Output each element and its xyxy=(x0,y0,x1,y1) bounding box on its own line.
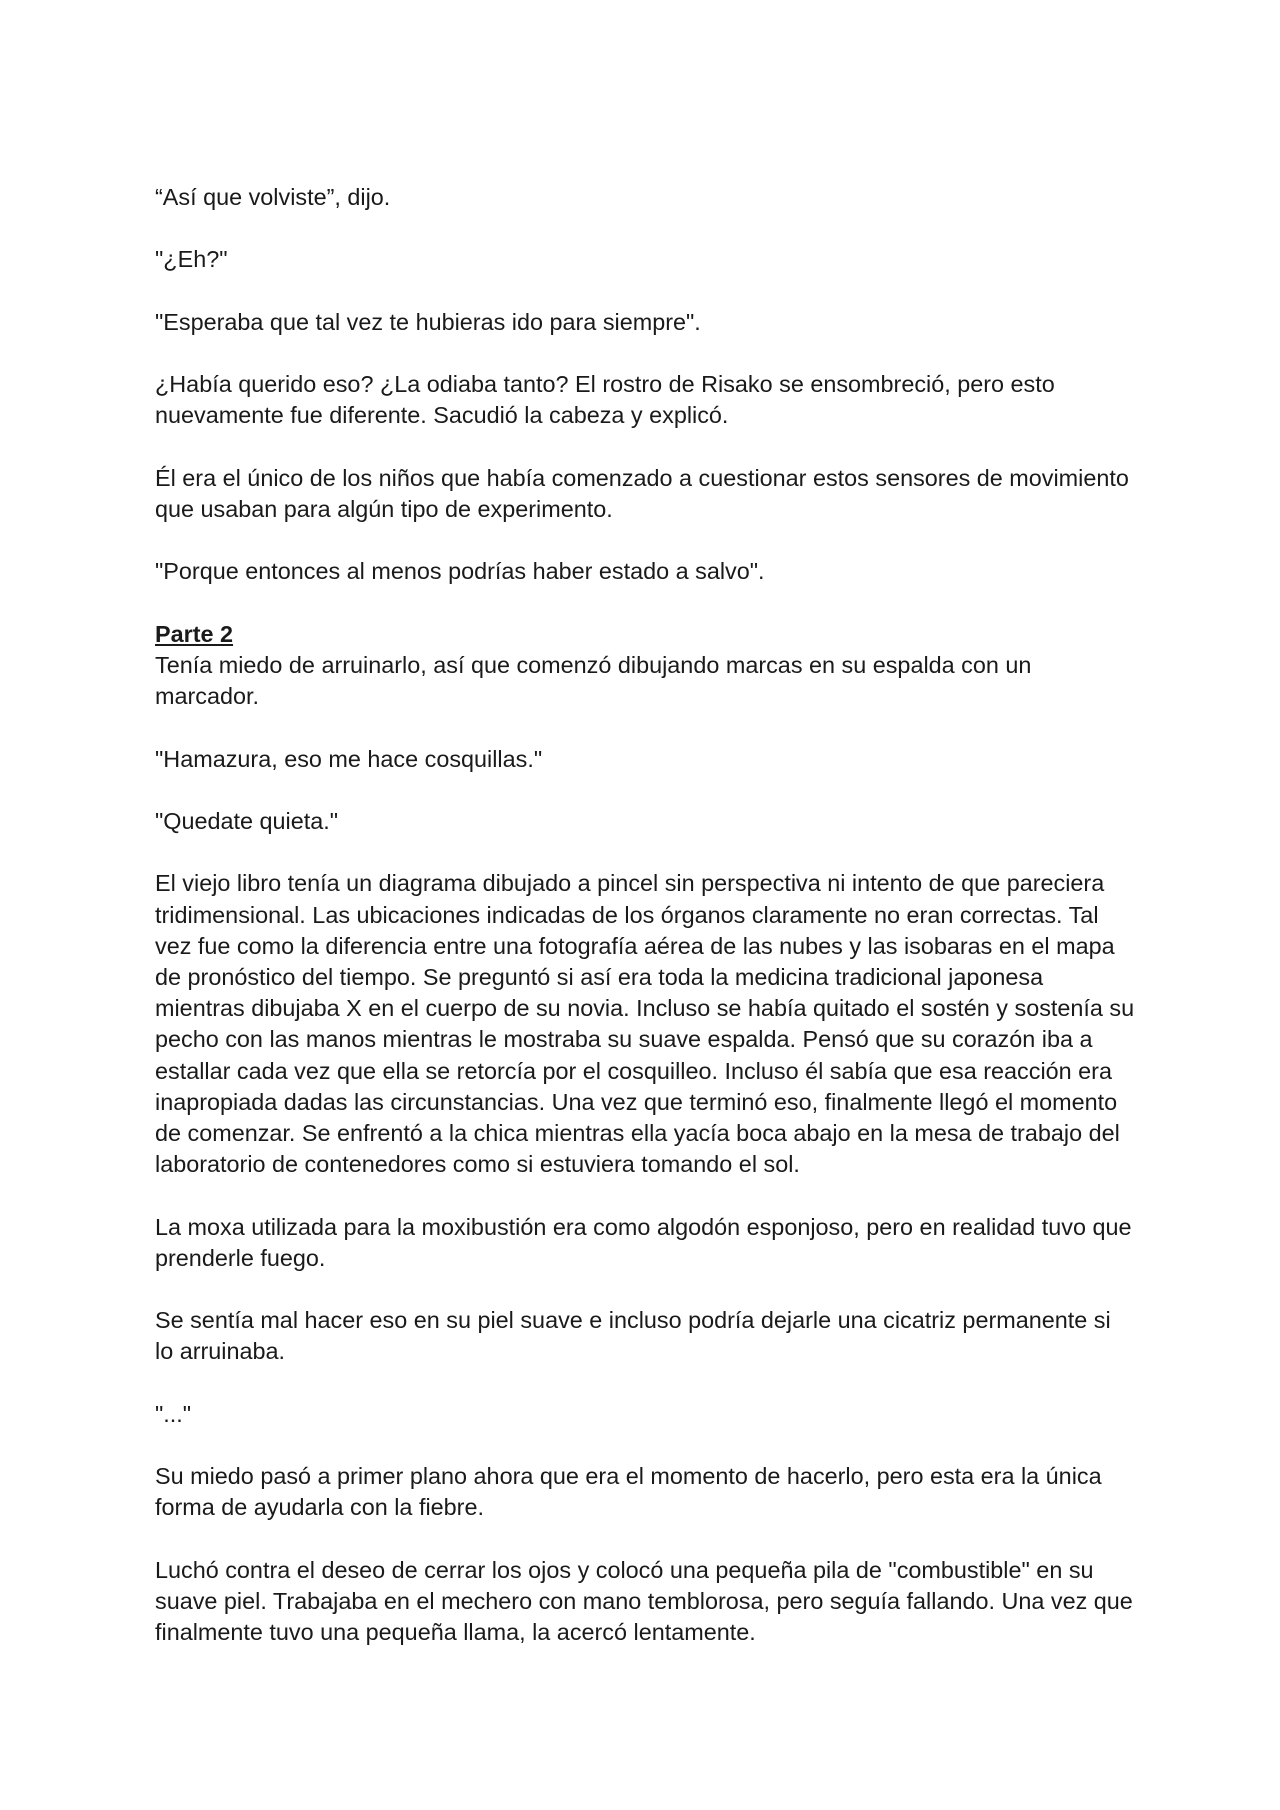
paragraph: El viejo libro tenía un diagrama dibujado a pincel sin perspectiva ni intento de que pareciera tridimensional. Las ubicaciones indicadas de los órganos claramente no eran correctas. Tal vez fue como la diferencia entre una fotografía aérea de las nubes y las isobaras en el mapa de pronóstico del tiempo. Se preguntó si así era toda la medicina tradicional japonesa mientras dibujaba X en el cuerpo de su novia. Incluso se había quitado el sostén y sostenía su pecho con las manos mientras le mostraba su suave espalda. Pensó que su corazón iba a estallar cada vez que ella se retorcía por el cosquilleo. Incluso él sabía que esa reacción era inapropiada dadas las circunstancias. Una vez que terminó eso, finalmente llegó el momento de comenzar. Se enfrentó a la chica mientras ella yacía boca abajo en la mesa de trabajo del laboratorio de contenedores como si estuviera tomando el sol. xyxy=(155,870,1135,1178)
paragraph: "¿Eh?" xyxy=(155,246,228,273)
paragraph: "Porque entonces al menos podrías haber estado a salvo". xyxy=(155,558,765,585)
paragraph: Se sentía mal hacer eso en su piel suave e incluso podría dejarle una cicatriz permanente si lo arruinaba. xyxy=(155,1307,1111,1365)
paragraph: La moxa utilizada para la moxibustión era como algodón esponjoso, pero en realidad tuvo que prenderle fuego. xyxy=(155,1213,1132,1271)
paragraph: Tenía miedo de arruinarlo, así que comenzó dibujando marcas en su espalda con un marcador. xyxy=(155,651,1032,710)
paragraph: "Esperaba que tal vez te hubieras ido para siempre". xyxy=(155,308,701,335)
paragraph: Su miedo pasó a primer plano ahora que era el momento de hacerlo, pero esta era la única forma de ayudarla con la fiebre. xyxy=(155,1463,1102,1521)
paragraph: "Hamazura, eso me hace cosquillas." xyxy=(155,745,543,772)
paragraph: "..." xyxy=(155,1400,192,1427)
document-page xyxy=(155,182,1135,1680)
section-heading: Parte 2 xyxy=(155,620,234,647)
paragraph: Luchó contra el deseo de cerrar los ojos y colocó una pequeña pila de "combustible" en su suave piel. Trabajaba en el mechero con mano temblorosa, pero seguía fallando. Una vez que finalmente tuvo una pequeña llama, la acercó lentamente. xyxy=(155,1556,1133,1646)
paragraph: “Así que volviste”, dijo. xyxy=(155,184,391,210)
paragraph: "Quedate quieta." xyxy=(155,807,339,834)
paragraph: Él era el único de los niños que había comenzado a cuestionar estos sensores de movimiento que usaban para algún tipo de experimento. xyxy=(155,464,1129,522)
paragraph: ¿Había querido eso? ¿La odiaba tanto? El rostro de Risako se ensombreció, pero esto nuevamente fue diferente. Sacudió la cabeza y explicó. xyxy=(155,371,1055,429)
